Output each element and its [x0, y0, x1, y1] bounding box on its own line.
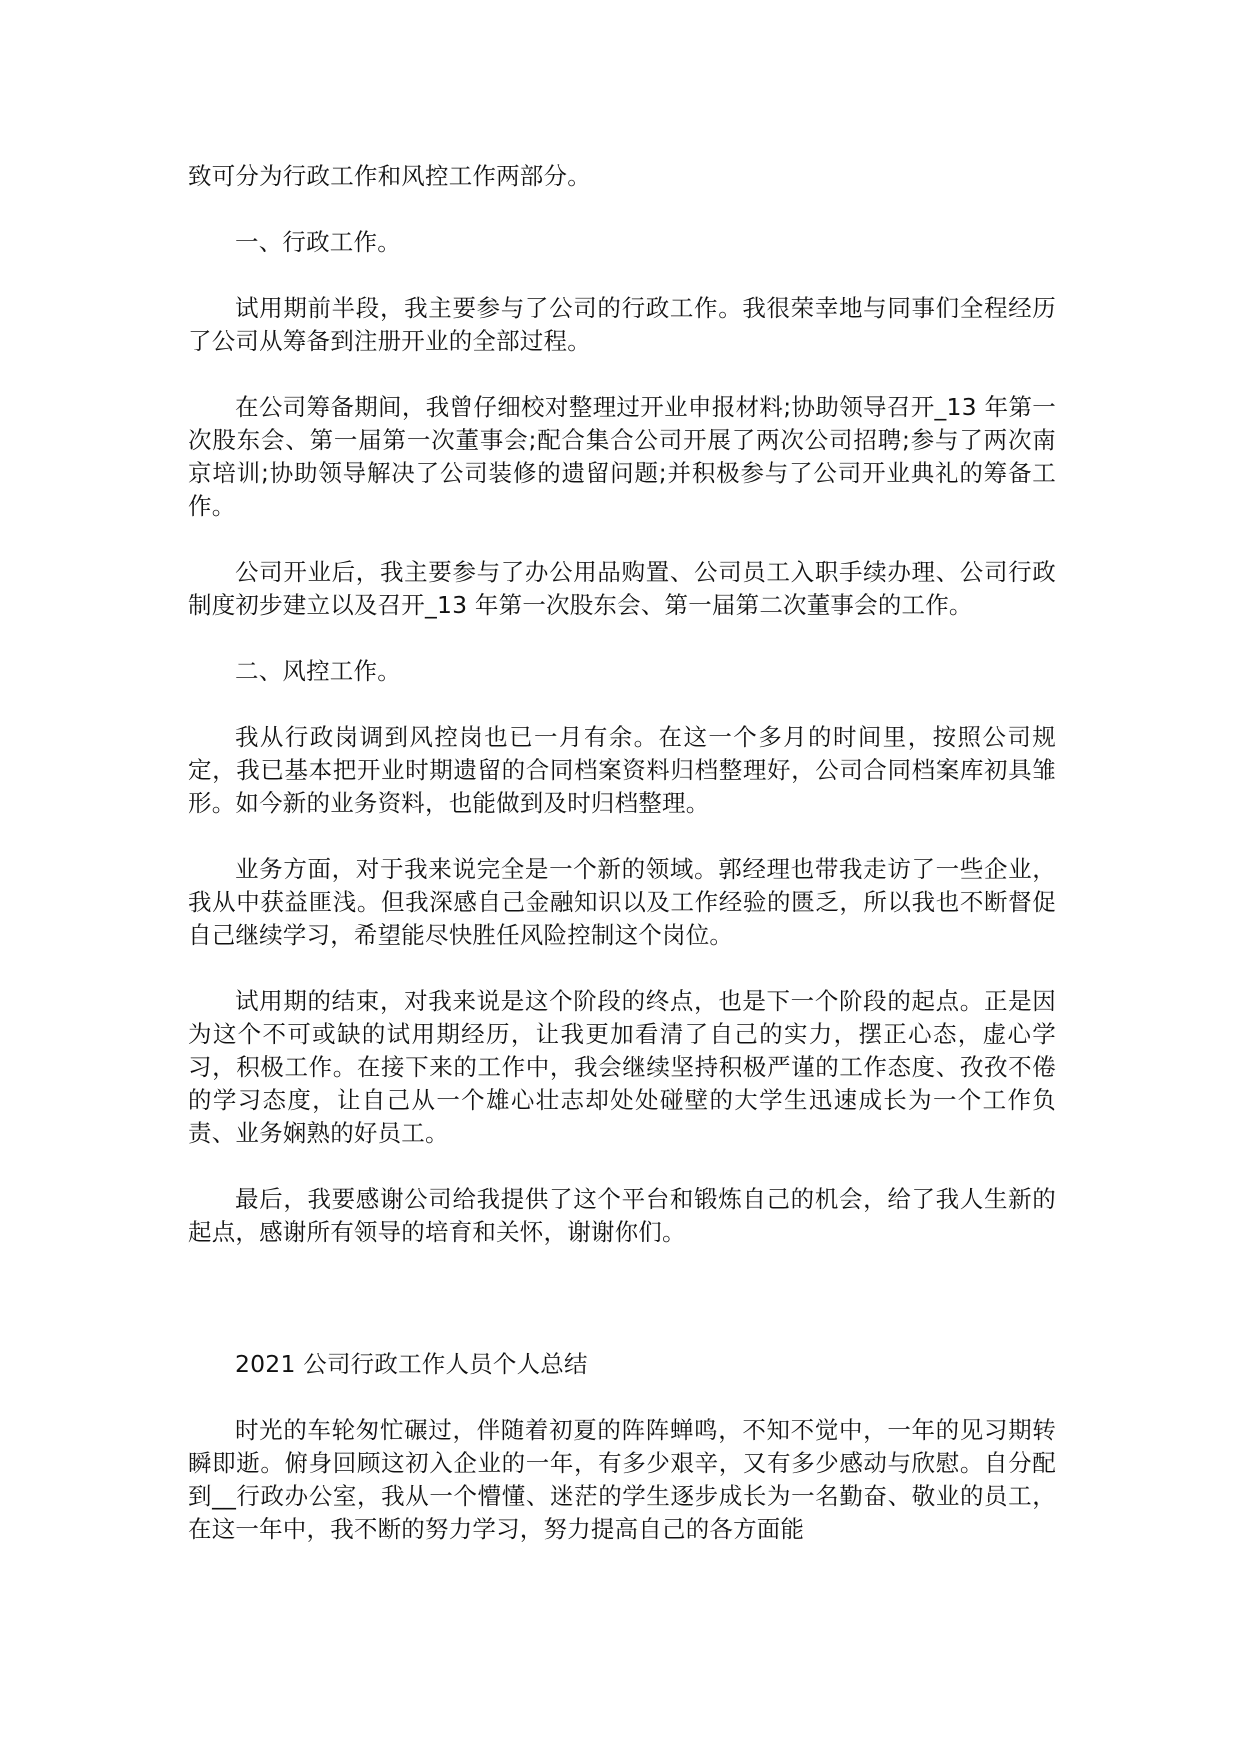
- paragraph: 在公司筹备期间，我曾仔细校对整理过开业申报材料;协助领导召开_13 年第一次股东会、第一届第一次董事会;配合集合公司开展了两次公司招聘;参与了两次南京培训;协助领导解决了公司装修的遗留问题;并积极参与了公司开业典礼的筹备工作。: [188, 393, 1056, 520]
- paragraph: 试用期的结束，对我来说是这个阶段的终点，也是下一个阶段的起点。正是因为这个不可或缺的试用期经历，让我更加看清了自己的实力，摆正心态，虚心学习，积极工作。在接下来的工作中，我会继续坚持积极严谨的工作态度、孜孜不倦的学习态度，让自己从一个雄心壮志却处处碰壁的大学生迅速成长为一个工作负责、业务娴熟的好员工。: [188, 987, 1056, 1147]
- section-heading-risk: 二、风控工作。: [235, 657, 401, 685]
- section-heading-admin: 一、行政工作。: [235, 228, 401, 256]
- paragraph: 业务方面，对于我来说完全是一个新的领域。郭经理也带我走访了一些企业，我从中获益匪浅。但我深感自己金融知识以及工作经验的匮乏，所以我也不断督促自己继续学习，希望能尽快胜任风险控制这个岗位。: [188, 855, 1056, 949]
- paragraph-continuation: 致可分为行政工作和风控工作两部分。: [188, 162, 591, 190]
- document-page: [188, 160, 1056, 1579]
- paragraph: 试用期前半段，我主要参与了公司的行政工作。我很荣幸地与同事们全程经历了公司从筹备到注册开业的全部过程。: [188, 294, 1056, 355]
- paragraph: 时光的车轮匆忙碾过，伴随着初夏的阵阵蝉鸣，不知不觉中，一年的见习期转瞬即逝。俯身回顾这初入企业的一年，有多少艰辛，又有多少感动与欣慰。自分配到__行政办公室，我从一个懵懂、迷茫的学生逐步成长为一名勤奋、敬业的员工，在这一年中，我不断的努力学习，努力提高自己的各方面能: [188, 1416, 1056, 1543]
- paragraph: 最后，我要感谢公司给我提供了这个平台和锻炼自己的机会，给了我人生新的起点，感谢所有领导的培育和关怀，谢谢你们。: [188, 1185, 1056, 1246]
- document-title: 2021 公司行政工作人员个人总结: [235, 1350, 588, 1378]
- paragraph: 公司开业后，我主要参与了办公用品购置、公司员工入职手续办理、公司行政制度初步建立以及召开_13 年第一次股东会、第一届第二次董事会的工作。: [188, 558, 1056, 619]
- section-spacer: [188, 1282, 1056, 1348]
- paragraph: 我从行政岗调到风控岗也已一月有余。在这一个多月的时间里，按照公司规定，我已基本把开业时期遗留的合同档案资料归档整理好，公司合同档案库初具雏形。如今新的业务资料，也能做到及时归档整理。: [188, 723, 1056, 817]
